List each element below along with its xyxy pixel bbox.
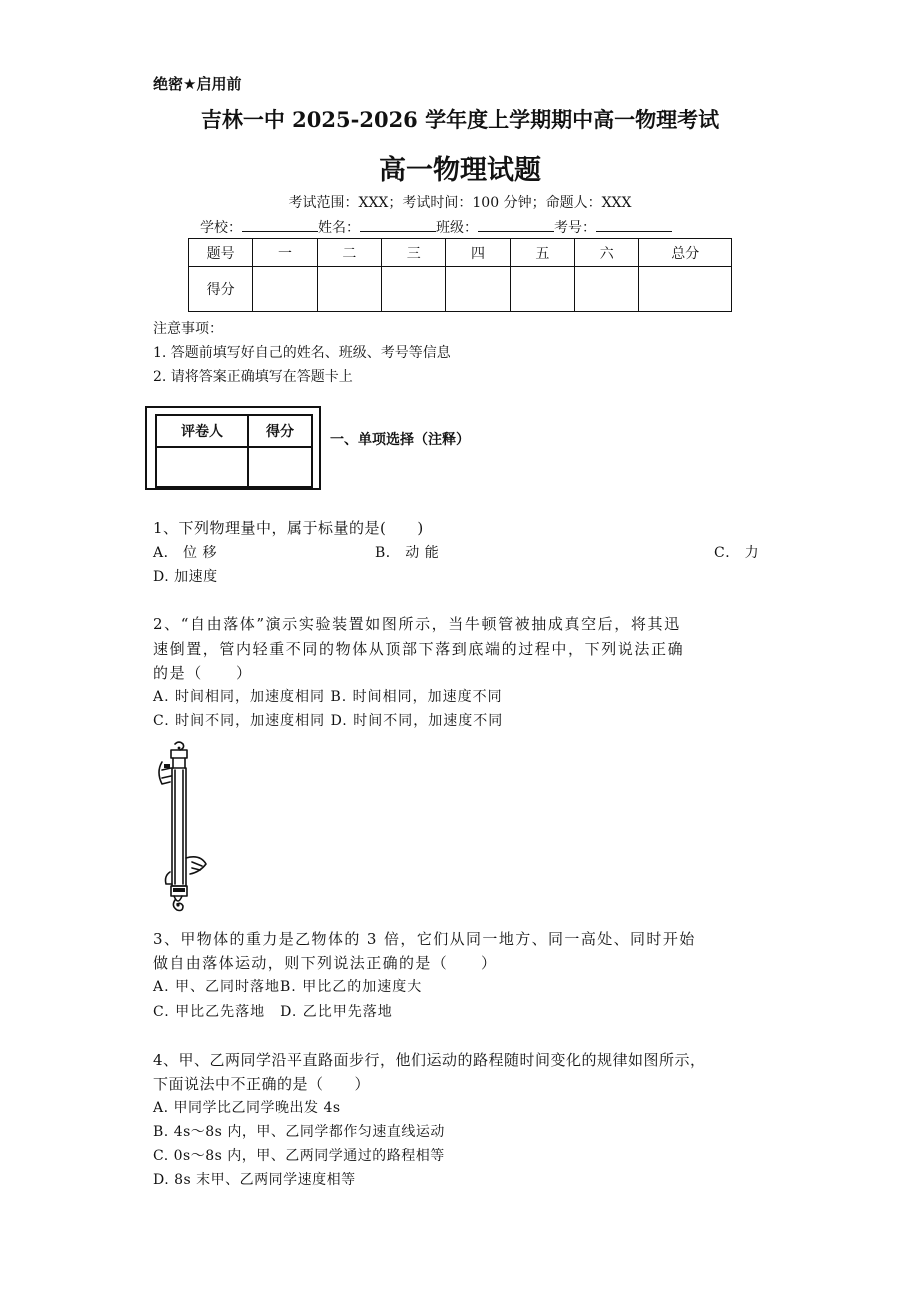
score-table-header-row — [189, 239, 732, 267]
student-info-line — [200, 217, 672, 237]
score-cell[interactable] — [317, 267, 381, 312]
score-cell[interactable] — [510, 267, 574, 312]
question-2-stem-line: 的是（ ） — [153, 664, 253, 682]
question-4-option-d: D. 8s 末甲、乙两同学速度相等 — [153, 1172, 356, 1188]
question-1-option-c: C． 力 — [714, 545, 760, 561]
number-label: 考号： — [554, 220, 596, 236]
score-column-header: 二 — [317, 239, 381, 267]
question-3-options-cd: C. 甲比乙先落地 D. 乙比甲先落地 — [153, 1004, 393, 1020]
paper-title: 高一物理试题 — [379, 155, 541, 186]
class-label: 班级： — [436, 220, 478, 236]
question-4-stem-line: 4、甲、乙两同学沿平直路面步行，他们运动的路程随时间变化的规律如图所示， — [153, 1051, 706, 1069]
question-2-stem-line: 速倒置，管内轻重不同的物体从顶部下落到底端的过程中，下列说法正确 — [153, 640, 685, 658]
section-title: 一、单项选择（注释） — [330, 432, 470, 448]
question-2-options-cd: C. 时间不同，加速度相同 D. 时间不同，加速度不同 — [153, 713, 504, 729]
question-3-stem-line: 做自由落体运动，则下列说法正确的是（ ） — [153, 954, 498, 972]
notes-title: 注意事项： — [153, 321, 223, 337]
question-number-header: 题号 — [189, 239, 253, 267]
school-label: 学校： — [200, 220, 242, 236]
note-item: 2. 请将答案正确填写在答题卡上 — [153, 369, 353, 385]
grader-name-cell[interactable] — [156, 447, 248, 487]
question-4-stem-line: 下面说法中不正确的是（ ） — [153, 1075, 371, 1093]
question-1-option-b: B． 动 能 — [375, 545, 440, 561]
name-blank[interactable] — [360, 219, 436, 232]
question-4-option-b: B. 4s～8s 内，甲、乙同学都作匀速直线运动 — [153, 1124, 445, 1140]
confidential-label: 绝密★启用前 — [153, 75, 242, 93]
score-column-header: 五 — [510, 239, 574, 267]
newton-tube-figure — [152, 740, 212, 916]
question-3-stem-line: 3、甲物体的重力是乙物体的 3 倍，它们从同一地方、同一高处、同时开始 — [153, 930, 696, 948]
grader-score-label: 得分 — [248, 415, 312, 447]
number-blank[interactable] — [596, 219, 672, 232]
grader-table — [155, 414, 313, 488]
score-column-header: 四 — [446, 239, 510, 267]
question-1-option-d: D. 加速度 — [153, 569, 218, 585]
school-blank[interactable] — [242, 219, 318, 232]
grader-box — [145, 406, 321, 490]
name-label: 姓名： — [318, 220, 360, 236]
score-column-header: 一 — [253, 239, 317, 267]
score-cell[interactable] — [446, 267, 510, 312]
question-1-stem: 1、下列物理量中，属于标量的是( ) — [153, 519, 424, 537]
question-2-options-ab: A. 时间相同，加速度相同 B. 时间相同，加速度不同 — [153, 689, 503, 705]
score-cell[interactable] — [253, 267, 317, 312]
score-cell[interactable] — [382, 267, 446, 312]
tube-icon — [172, 768, 186, 886]
score-cell[interactable] — [575, 267, 639, 312]
grader-score-cell[interactable] — [248, 447, 312, 487]
grader-label: 评卷人 — [156, 415, 248, 447]
total-column-header: 总分 — [639, 239, 732, 267]
question-4-option-c: C. 0s～8s 内，甲、乙两同学通过的路程相等 — [153, 1148, 445, 1164]
total-score-cell[interactable] — [639, 267, 732, 312]
score-table-score-row — [189, 267, 732, 312]
question-2-stem-line: 2、“自由落体”演示实验装置如图所示，当牛顿管被抽成真空后，将其迅 — [153, 615, 681, 633]
question-3-options-ab: A. 甲、乙同时落地B. 甲比乙的加速度大 — [153, 979, 423, 995]
score-column-header: 三 — [382, 239, 446, 267]
score-row-label: 得分 — [189, 267, 253, 312]
note-item: 1. 答题前填写好自己的姓名、班级、考号等信息 — [153, 345, 451, 361]
score-column-header: 六 — [575, 239, 639, 267]
question-1-option-a: A． 位 移 — [153, 545, 218, 561]
exam-info: 考试范围：XXX；考试时间：100 分钟；命题人：XXX — [288, 195, 632, 211]
class-blank[interactable] — [478, 219, 554, 232]
exam-title: 吉林一中 2025-2026 学年度上学期期中高一物理考试 — [200, 107, 720, 132]
question-4-option-a: A. 甲同学比乙同学晚出发 4s — [153, 1100, 341, 1116]
score-table — [188, 238, 732, 312]
